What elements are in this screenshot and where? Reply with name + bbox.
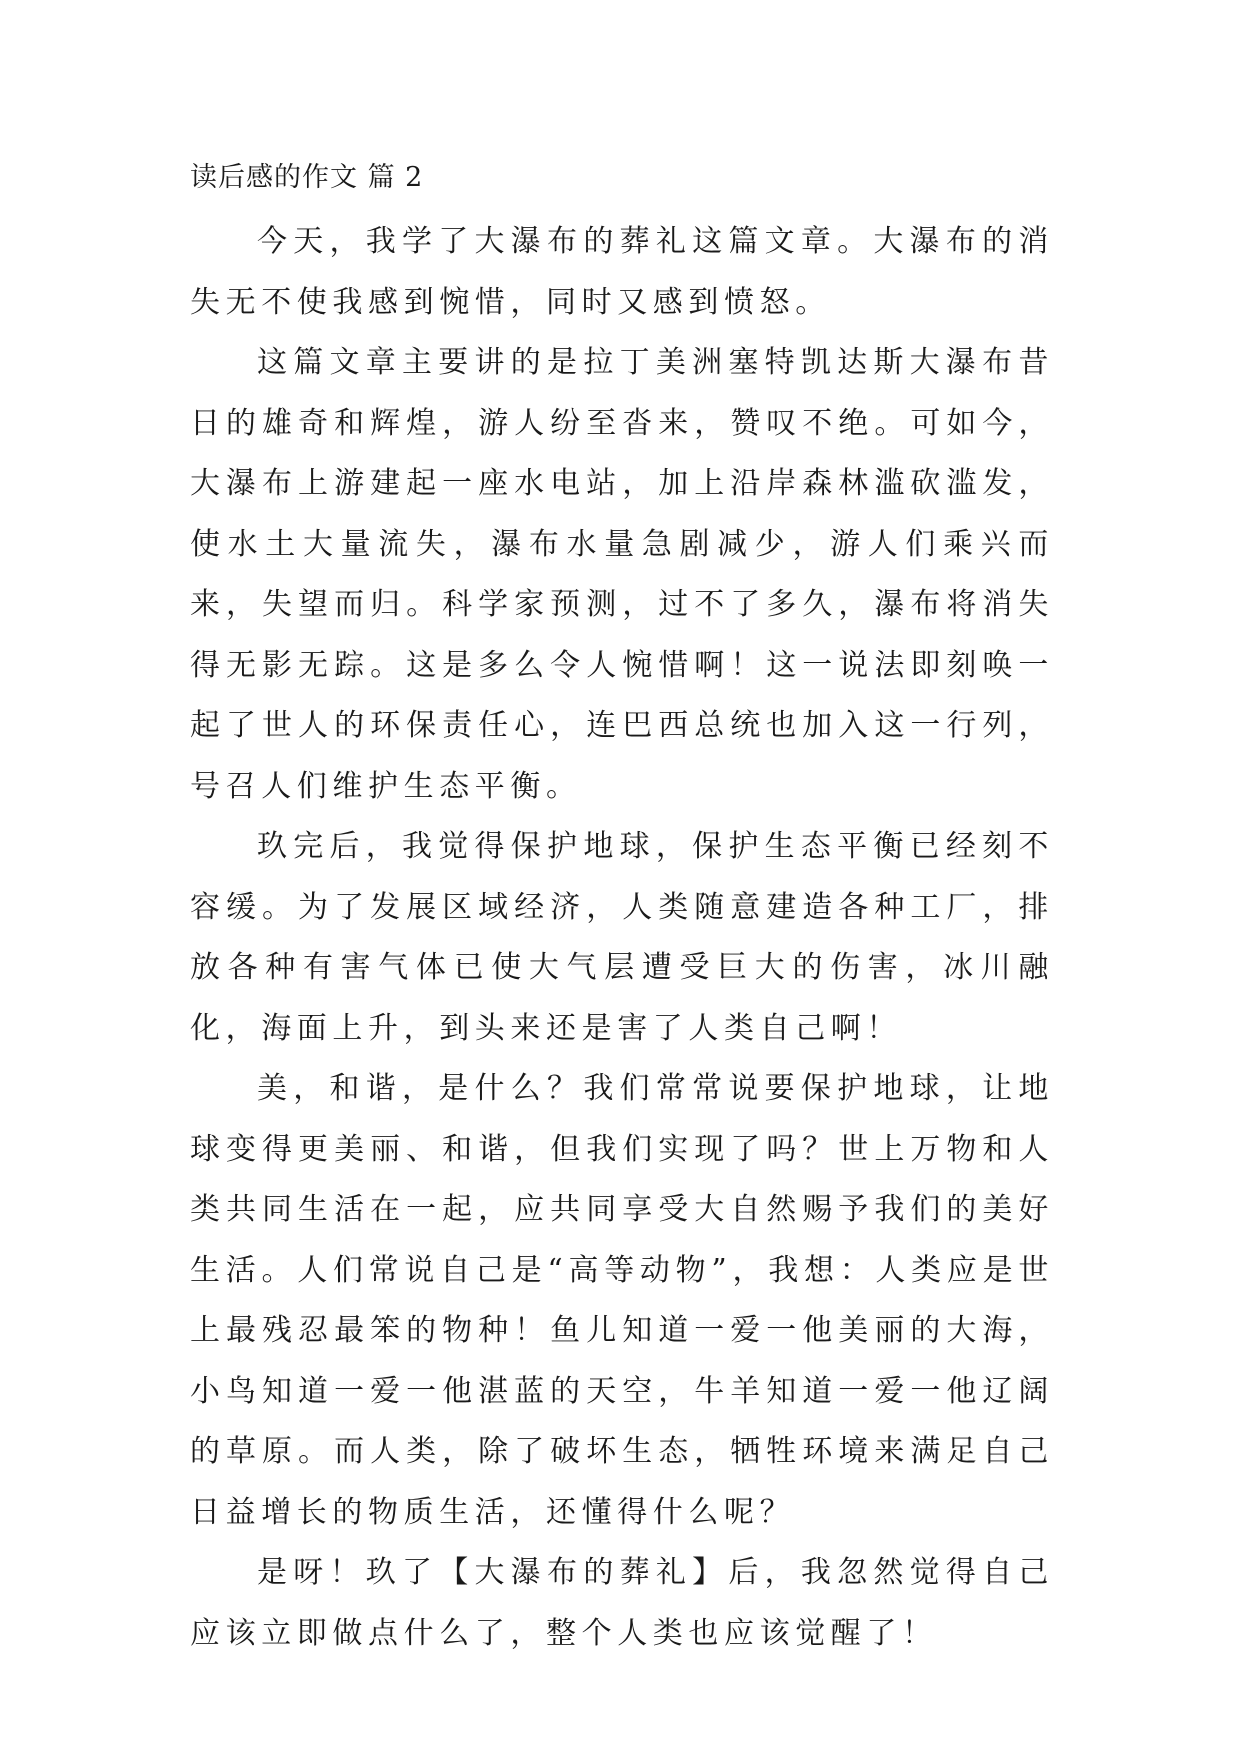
- paragraph-4: 美，和谐，是什么？我们常常说要保护地球，让地球变得更美丽、和谐，但我们实现了吗？世上万物和人类共同生活在一起，应共同享受大自然赐予我们的美好生活。人们常说自己是“高等动物”，我想：人类应是世上最残忍最笨的物种！鱼儿知道一爱一他美丽的大海，小鸟知道一爱一他湛蓝的天空，牛羊知道一爱一他辽阔的草原。而人类，除了破坏生态，牺牲环境来满足自己日益增长的物质生活，还懂得什么呢？: [190, 1071, 1054, 1530]
- paragraph-2: 这篇文章主要讲的是拉丁美洲塞特凯达斯大瀑布昔日的雄奇和辉煌，游人纷至沓来，赞叹不绝。可如今，大瀑布上游建起一座水电站，加上沿岸森林滥砍滥发，使水土大量流失，瀑布水量急剧减少，游人们乘兴而来，失望而归。科学家预测，过不了多久，瀑布将消失得无影无踪。这是多么令人惋惜啊！这一说法即刻唤一起了世人的环保责任心，连巴西总统也加入这一行列，号召人们维护生态平衡。: [190, 345, 1054, 804]
- paragraph-3: 玖完后，我觉得保护地球，保护生态平衡已经刻不容缓。为了发展区域经济，人类随意建造各种工厂，排放各种有害气体已使大气层遭受巨大的伤害，冰川融化，海面上升，到头来还是害了人类自己啊！: [190, 829, 1054, 1046]
- document-page: [190, 158, 1054, 1664]
- document-title: 读后感的作文 篇 2: [190, 162, 424, 193]
- paragraph-1: 今天，我学了大瀑布的葬礼这篇文章。大瀑布的消失无不使我感到惋惜，同时又感到愤怒。: [190, 224, 1054, 320]
- paragraph-5: 是呀！玖了【大瀑布的葬礼】后，我忽然觉得自己应该立即做点什么了，整个人类也应该觉醒了！: [190, 1555, 1054, 1651]
